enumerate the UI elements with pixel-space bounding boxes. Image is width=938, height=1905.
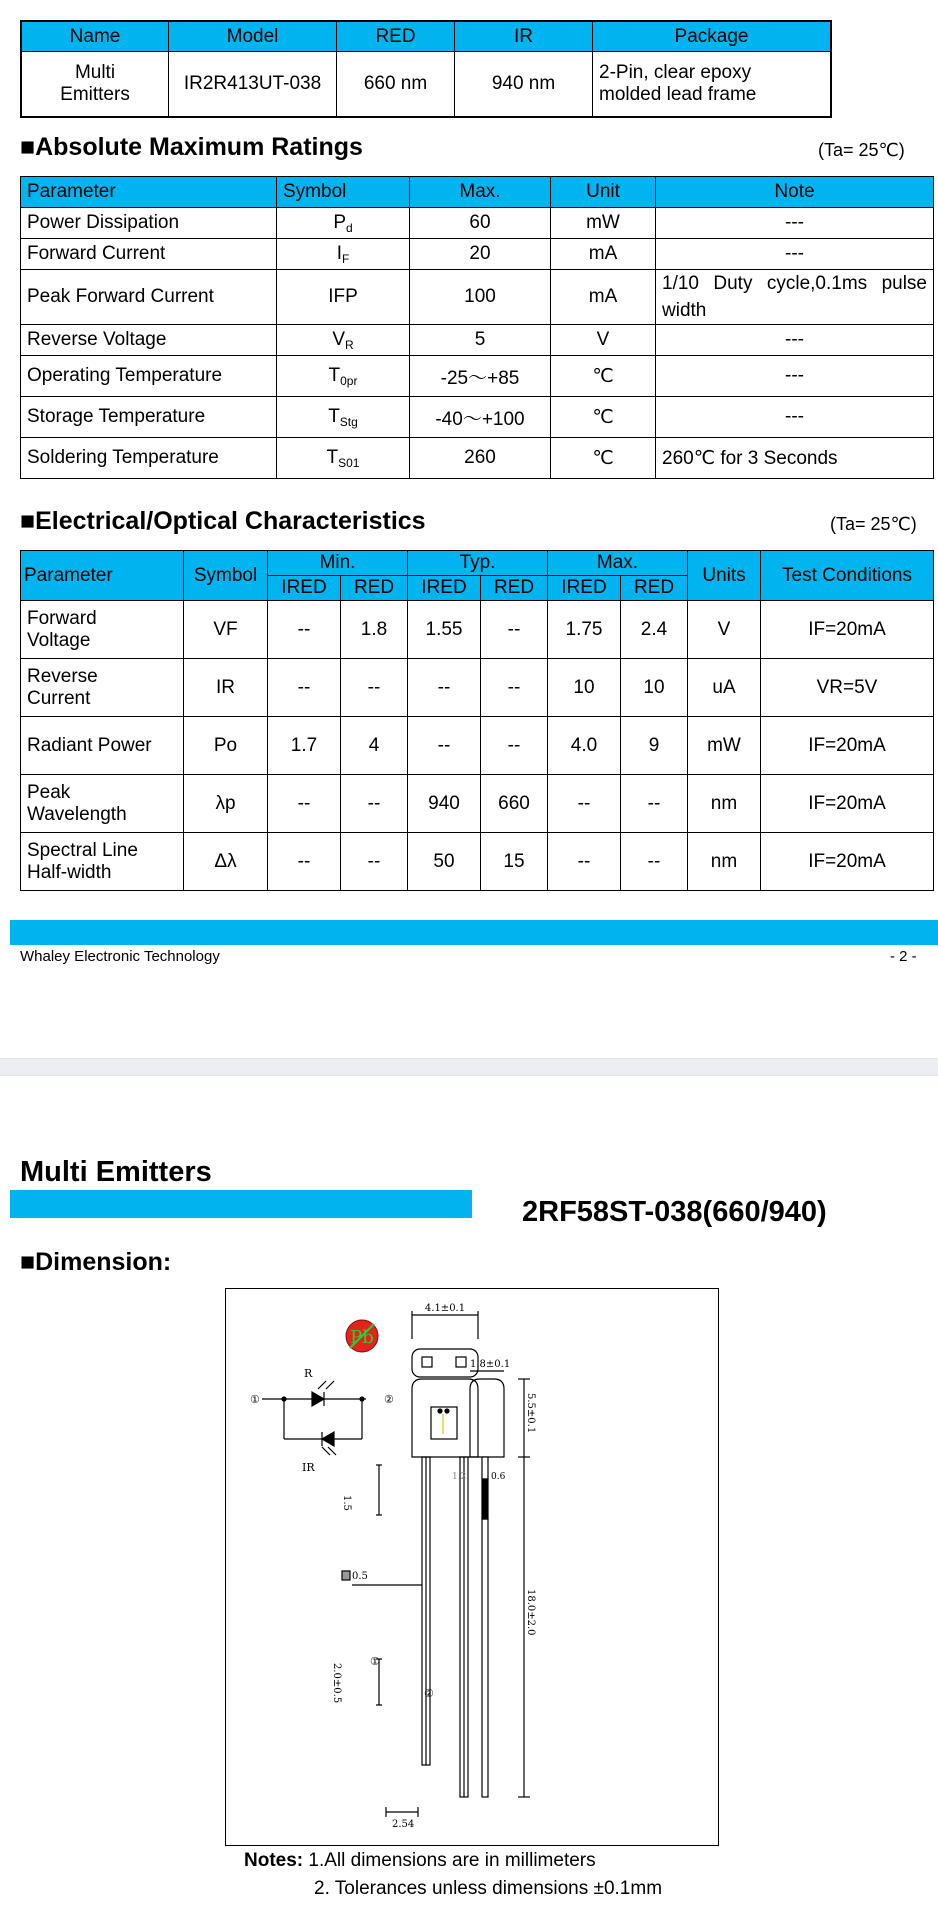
svg-text:IR: IR (302, 1461, 315, 1474)
page-gap (0, 1058, 938, 1076)
cell-package: 2-Pin, clear epoxy molded lead frame (593, 52, 832, 118)
table-row: Forward Voltage VF -- 1.8 1.55 -- 1.75 2.4 V IF=20mA (21, 601, 934, 659)
notes: Notes: 1.All dimensions are in millimeters (244, 1850, 596, 1871)
dimension-drawing (225, 1288, 719, 1846)
col-model: Model (169, 21, 337, 52)
svg-text:4.1±0.1: 4.1±0.1 (424, 1303, 466, 1314)
page-heading: Multi Emitters (20, 1156, 212, 1188)
product-table (20, 20, 832, 118)
amr-col-note: Note (656, 177, 934, 208)
amr-col-parameter: Parameter (21, 177, 277, 208)
svg-text:R: R (304, 1367, 313, 1380)
svg-text:0.5: 0.5 (352, 1571, 368, 1582)
col-ir: IR (455, 21, 593, 52)
amr-title: ■Absolute Maximum Ratings (20, 133, 363, 161)
note-2: 2. Tolerances unless dimensions ±0.1mm (314, 1878, 663, 1899)
amr-ta: (Ta= 25℃) (818, 140, 905, 160)
table-row: Power Dissipation $P_d$ 60 mW --- (21, 208, 934, 239)
amr-col-symbol: Symbol (277, 177, 410, 208)
cell-model: IR2R413UT-038 (169, 52, 337, 118)
table-row: Reverse Current IR -- -- -- -- 10 10 uA VR=5V (21, 659, 934, 717)
svg-text:1.8±0.1: 1.8±0.1 (470, 1359, 511, 1370)
footer-bar (10, 920, 938, 945)
table-row: Spectral Line Half-width Δλ -- -- 50 15 -- -- nm IF=20mA (21, 833, 934, 891)
table-row: Radiant Power Po 1.7 4 -- -- 4.0 9 mW IF=20mA (21, 717, 934, 775)
svg-text:5.5±0.1: 5.5±0.1 (525, 1393, 536, 1434)
svg-text:②: ② (384, 1393, 394, 1406)
table-row: Forward Current $I_F$ 20 mA --- (21, 239, 934, 270)
amr-col-unit: Unit (551, 177, 656, 208)
heading-bar (10, 1190, 472, 1218)
eoc-title: ■Electrical/Optical Characteristics (20, 507, 426, 535)
cell-ir: 940 nm (455, 52, 593, 118)
svg-text:1.2: 1.2 (452, 1472, 467, 1482)
table-row: Peak Wavelength λp -- -- 940 660 -- -- nm IF=20mA (21, 775, 934, 833)
col-name: Name (21, 21, 169, 52)
svg-text:0.6: 0.6 (491, 1472, 506, 1482)
col-package: Package (593, 21, 832, 52)
table-row: Peak Forward Current IFP 100 mA 1/10 Duty cycle,0.1ms pulse width (21, 270, 934, 325)
svg-text:①: ① (250, 1393, 260, 1406)
table-row: Storage Temperature $T_{Stg}$ -40～+100 ℃ --- (21, 397, 934, 438)
circuit-schematic (250, 1367, 394, 1474)
cell-red: 660 nm (337, 52, 455, 118)
svg-text:Pb: Pb (350, 1327, 374, 1348)
table-row (21, 52, 831, 118)
table-row: Operating Temperature $T_{0pr}$ -25～+85 ℃ --- (21, 356, 934, 397)
table-row: Soldering Temperature $T_{S01}$ 260 ℃ 260℃ for 3 Seconds (21, 438, 934, 479)
pb-free-icon (346, 1320, 378, 1352)
eoc-table: Parameter Symbol Min. Typ. Max. Units Test Conditions IRED RED IRED RED IRED RED Forward Voltage VF -- 1.8 1.55 -- 1.75 2.4 V IF=20mA Reverse Current IR -- -- -- -- 10 10 uA VR=5V Radiant Power Po 1.7 4 -- -- 4.0 9 mW IF=20mA Peak Wavelength λp -- -- 940 660 -- -- nm IF=20mA Spectral Line Half-width Δλ -- -- 50 15 -- -- nm IF=20mA (20, 550, 934, 891)
svg-text:1.5: 1.5 (341, 1495, 352, 1511)
svg-text:2.54: 2.54 (392, 1819, 415, 1830)
amr-col-max: Max. (410, 177, 551, 208)
svg-text:②: ② (424, 1687, 434, 1700)
side-view (452, 1359, 536, 1797)
svg-text:2.0±0.5: 2.0±0.5 (331, 1663, 342, 1704)
model-title: 2RF58ST-038(660/940) (522, 1196, 827, 1228)
col-red: RED (337, 21, 455, 52)
amr-table (20, 176, 934, 479)
footer-company: Whaley Electronic Technology (20, 948, 220, 965)
dimension-title: ■Dimension: (20, 1248, 172, 1276)
svg-text:18.0±2.0: 18.0±2.0 (525, 1589, 536, 1636)
svg-text:①: ① (370, 1655, 380, 1668)
top-view (412, 1303, 478, 1377)
eoc-ta: (Ta= 25℃) (830, 514, 917, 534)
cell-name: Multi Emitters (21, 52, 169, 118)
front-view (331, 1379, 478, 1830)
footer-page: - 2 - (890, 948, 917, 965)
table-row: Reverse Voltage $V_R$ 5 V --- (21, 325, 934, 356)
